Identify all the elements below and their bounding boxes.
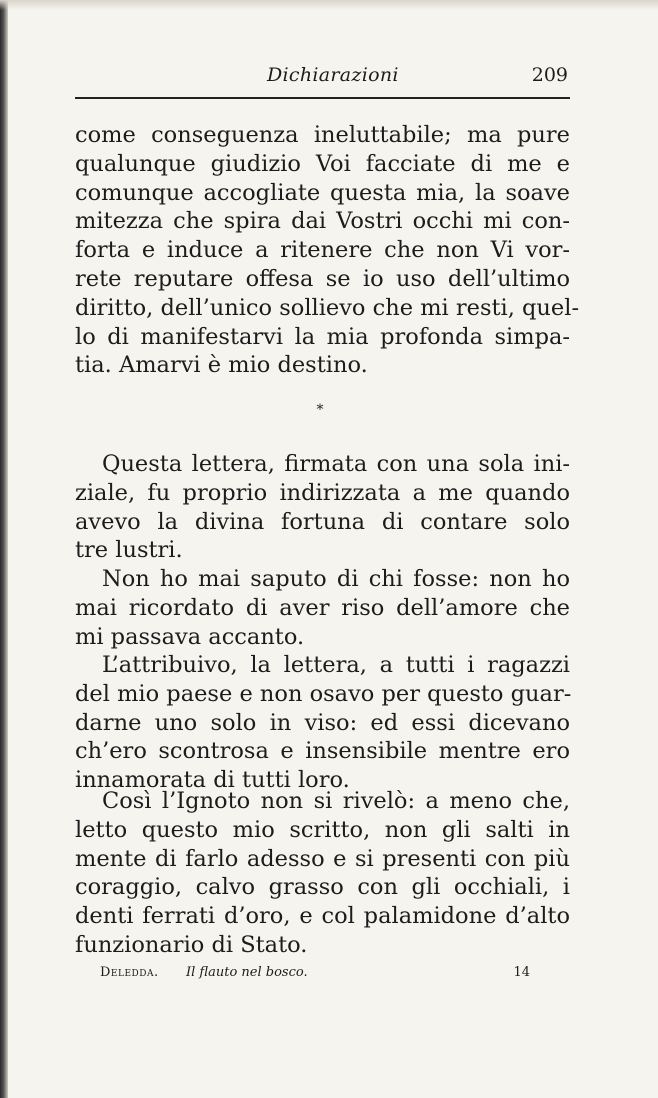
text-line: Così l’Ignoto non si rivelò: a meno che, (102, 788, 570, 814)
text-line: tia. Amarvi è mio destino. (75, 352, 368, 379)
text-line: letto questo mio scritto, non gli salti in (75, 816, 570, 843)
header-rule (75, 97, 570, 99)
text-line: Questa lettera, firmata con una sola ini- (102, 451, 570, 477)
text-line: tre lustri. (75, 537, 183, 564)
running-title: Dichiarazioni (267, 64, 399, 86)
running-head (75, 64, 570, 90)
text-line: forta e induce a ritenere che non Vi vor- (75, 237, 570, 264)
paragraph-attribuivo (75, 651, 570, 795)
text-line: come conseguenza ineluttabile; ma pure (75, 122, 570, 148)
text-line: rete reputare offesa se io uso dell’ultimo (75, 265, 570, 292)
signature-mark: 14 (513, 965, 530, 980)
text-line: mi passava accanto. (75, 623, 305, 650)
page-top-edge (0, 0, 658, 10)
paragraph-non-ho-mai (75, 565, 570, 651)
page-footer (100, 965, 530, 989)
text-line: darne uno solo in viso: ed essi dicevano (75, 709, 570, 736)
paragraph-letter-ending (75, 121, 580, 380)
section-separator-asterisk: * (316, 402, 324, 418)
text-line: mitezza che spira dai Vostri occhi mi con- (75, 208, 570, 235)
text-line: ch’ero scontrosa e insensibile mentre ero (75, 738, 570, 765)
text-line: lo di manifestarvi la mia profonda simpa- (75, 323, 570, 350)
text-line: coraggio, calvo grasso con gli occhiali, i (75, 874, 570, 901)
text-line: mente di farlo adesso e si presenti con più (75, 845, 570, 872)
page-number: 209 (531, 64, 568, 86)
footer-author: Deledda. (100, 965, 159, 980)
text-line: ziale, fu proprio indirizzata a me quando (75, 479, 570, 506)
text-line: avevo la divina fortuna di contare solo (75, 508, 570, 535)
text-line: qualunque giudizio Voi facciate di me e (75, 150, 570, 177)
text-line: mai ricordato di aver riso dell’amore che (75, 594, 570, 621)
page-binding-shadow (0, 0, 8, 1098)
text-line: Non ho mai saputo di chi fosse: non ho (102, 566, 570, 592)
text-line: del mio paese e non osavo per questo guar- (75, 680, 572, 707)
text-line: funzionario di Stato. (75, 931, 308, 958)
paragraph-cosi-l-ignoto (75, 787, 570, 960)
text-line: innamorata di tutti loro. (75, 767, 350, 794)
footer-book-title: Il flauto nel bosco. (186, 965, 308, 980)
text-line: comunque accogliate questa mia, la soave (75, 179, 570, 206)
paragraph-questa-lettera (75, 450, 570, 565)
text-line: diritto, dell’unico sollievo che mi resti, quel- (75, 294, 580, 321)
text-line: L’attribuivo, la lettera, a tutti i ragazzi (102, 652, 570, 678)
text-line: denti ferrati d’oro, e col palamidone d’alto (75, 903, 570, 930)
